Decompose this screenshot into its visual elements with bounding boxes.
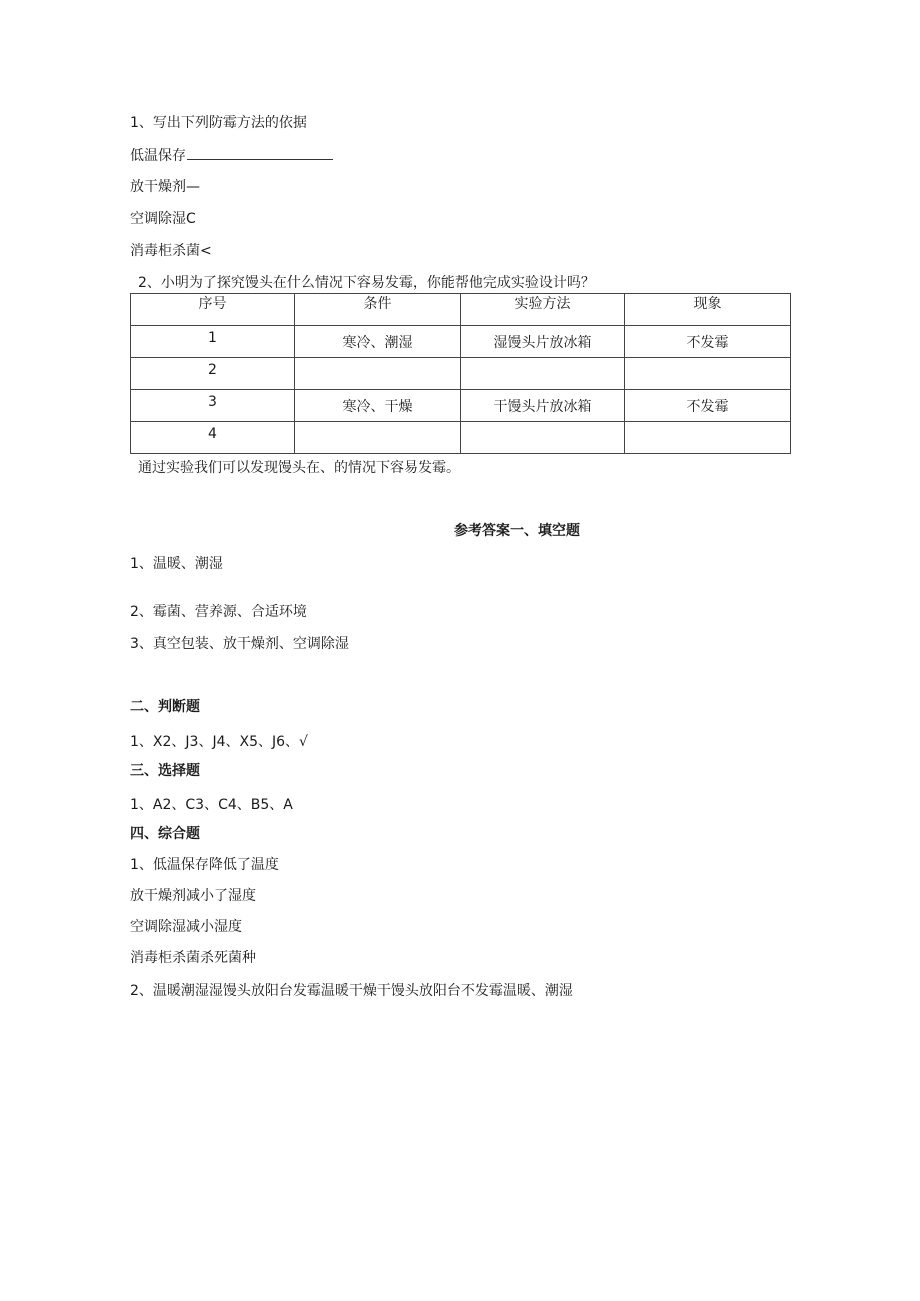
header-cell: 现象 — [625, 294, 791, 326]
table-cell — [625, 358, 791, 390]
header-cell: 实验方法 — [461, 294, 625, 326]
fill-answer-1: 1、温暖、潮湿 — [130, 556, 223, 572]
table-cell — [625, 422, 791, 454]
comp-heading: 四、综合题 — [130, 826, 200, 842]
q1-item-dehumidify: 空调除湿C — [130, 211, 196, 227]
table-cell — [295, 422, 461, 454]
table-cell — [295, 358, 461, 390]
judge-answers: 1、X2、J3、J4、X5、J6、√ — [130, 734, 308, 750]
table-cell: 1 — [131, 326, 295, 358]
table-cell: 2 — [131, 358, 295, 390]
q2-title: 2、小明为了探究馒头在什么情况下容易发霉，你能帮他完成实验设计吗？ — [138, 275, 595, 291]
experiment-table — [130, 293, 791, 454]
table-cell: 寒冷、干燥 — [295, 390, 461, 422]
q1-item-label: 低温保存 — [130, 148, 186, 164]
comp-answer-line: 空调除湿减小湿度 — [130, 919, 242, 935]
table-cell: 3 — [131, 390, 295, 422]
comp-answer-line: 2、温暖潮湿湿馒头放阳台发霉温暖干燥干馒头放阳台不发霉温暖、潮湿 — [130, 983, 573, 999]
table-cell: 不发霉 — [625, 326, 791, 358]
table-header-row — [131, 294, 791, 326]
table-row — [131, 358, 791, 390]
table-row — [131, 390, 791, 422]
table-cell: 湿馒头片放冰箱 — [461, 326, 625, 358]
table-cell — [461, 422, 625, 454]
table-cell: 干馒头片放冰箱 — [461, 390, 625, 422]
table-cell: 4 — [131, 422, 295, 454]
q1-item-low-temp — [130, 145, 333, 166]
comp-answer-line: 1、低温保存降低了温度 — [130, 857, 279, 873]
q1-item-desiccant: 放干燥剂— — [130, 179, 200, 195]
table-cell: 不发霉 — [625, 390, 791, 422]
fill-answer-3: 3、真空包装、放干燥剂、空调除湿 — [130, 636, 349, 652]
header-cell: 序号 — [131, 294, 295, 326]
q2-conclusion: 通过实验我们可以发现馒头在、的情况下容易发霉。 — [138, 460, 460, 476]
choice-answers: 1、A2、C3、C4、B5、A — [130, 797, 293, 813]
q1-item-disinfect: 消毒柜杀菌< — [130, 243, 212, 259]
table-row — [131, 422, 791, 454]
choice-heading: 三、选择题 — [130, 763, 200, 779]
answers-heading: 参考答案一、填空题 — [454, 523, 580, 539]
table-row — [131, 326, 791, 358]
judge-heading: 二、判断题 — [130, 699, 200, 715]
fill-answer-2: 2、霉菌、营养源、合适环境 — [130, 604, 307, 620]
header-cell: 条件 — [295, 294, 461, 326]
comp-answer-line: 放干燥剂减小了湿度 — [130, 888, 256, 904]
answer-blank — [187, 145, 333, 160]
q1-title: 1、写出下列防霉方法的依据 — [130, 115, 307, 131]
comp-answer-line: 消毒柜杀菌杀死菌种 — [130, 950, 256, 966]
table-cell — [461, 358, 625, 390]
table-cell: 寒冷、潮湿 — [295, 326, 461, 358]
